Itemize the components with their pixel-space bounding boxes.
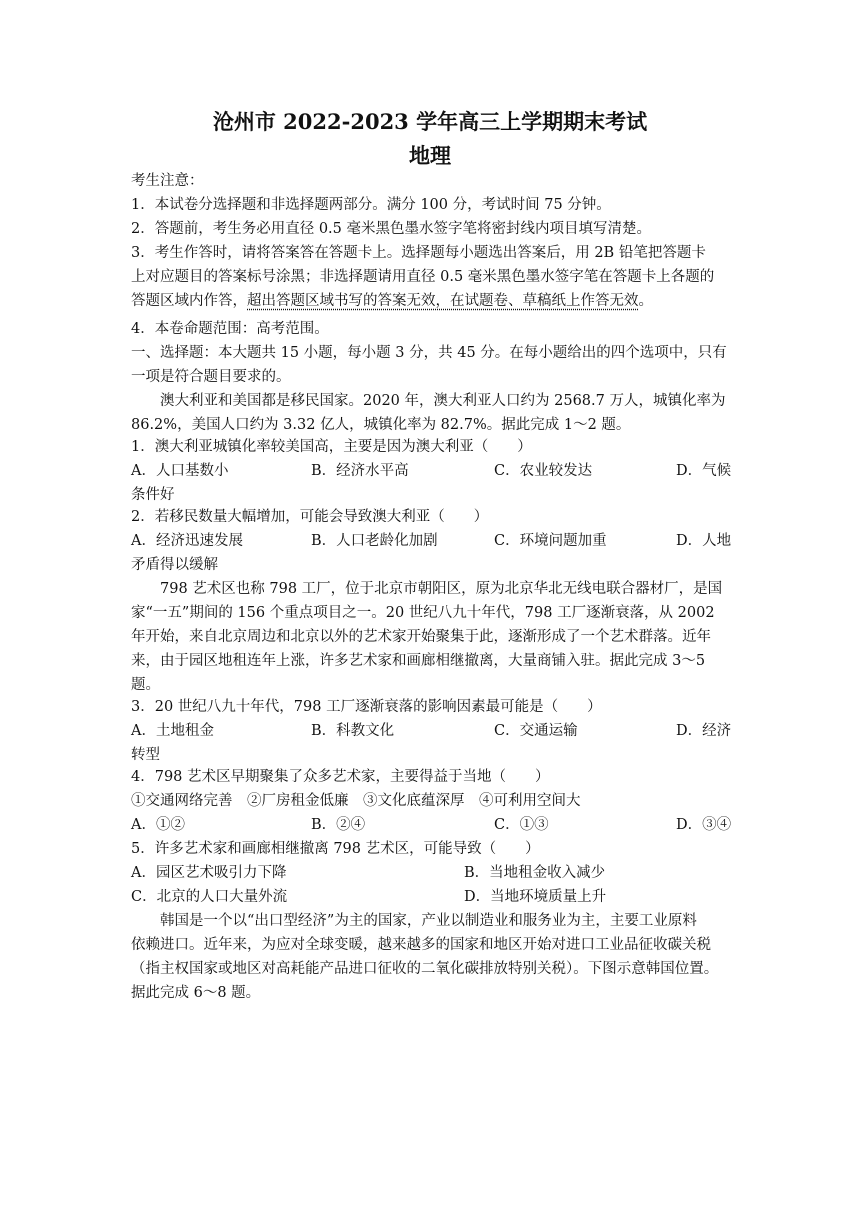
notice-item-3-cont: 上对应题目的答案标号涂黑；非选择题请用直径 0.5 毫米黑色墨水签字笔在答题卡上各题的 — [131, 269, 715, 285]
q3-option-d-cont: 转型 — [131, 747, 160, 763]
exam-title: 沧州市 2022-2023 学年高三上学期期末考试 — [212, 109, 648, 134]
q2-option-b: B．人口老龄化加剧 — [311, 533, 438, 549]
q2-option-d-cont: 矛盾得以缓解 — [131, 557, 218, 573]
q1-options — [131, 460, 731, 482]
q5-stem: 5．许多艺术家和画廊相继撤离 798 艺术区，可能导致（ ） — [131, 841, 540, 857]
notice-item-4: 4．本卷命题范围：高考范围。 — [131, 321, 329, 337]
notice-item-3-lead: 答题区域内作答， — [131, 293, 247, 309]
q4-option-c: C．①③ — [494, 817, 549, 833]
q4-option-a: A．①② — [131, 817, 185, 833]
notice-heading: 考生注意： — [131, 173, 204, 189]
q3-option-d: D．经济 — [676, 723, 732, 739]
q3-options — [131, 720, 731, 742]
q2-option-a: A．经济迅速发展 — [131, 533, 243, 549]
q3-stem: 3．20 世纪八九十年代，798 工厂逐渐衰落的影响因素最可能是（ ） — [131, 699, 602, 715]
q4-stem: 4．798 艺术区早期聚集了众多艺术家，主要得益于当地（ ） — [131, 769, 550, 785]
q5-option-b: B．当地租金收入减少 — [464, 865, 606, 881]
q1-option-c: C．农业较发达 — [494, 463, 593, 479]
notice-emphasis: 超出答题区域书写的答案无效，在试题卷、草稿纸上作答无效 — [247, 293, 639, 309]
q2-option-d: D．人地 — [676, 533, 732, 549]
q5-option-d: D．当地环境质量上升 — [464, 889, 607, 905]
q3-option-a: A．土地租金 — [131, 723, 214, 739]
passage1-line1: 澳大利亚和美国都是移民国家。2020 年，澳大利亚人口约为 2568.7 万人，城镇化率为 — [160, 393, 726, 409]
passage3-line4: 据此完成 6～8 题。 — [131, 985, 261, 1001]
passage3-line2: 依赖进口。近年来，为应对全球变暖，越来越多的国家和地区开始对进口工业品征收碳关税 — [131, 937, 711, 953]
q4-statements: ①交通网络完善 ②厂房租金低廉 ③文化底蕴深厚 ④可利用空间大 — [131, 793, 581, 809]
q3-option-b: B．科教文化 — [311, 723, 395, 739]
q5-option-c: C．北京的人口大量外流 — [131, 889, 288, 905]
q1-option-d-cont: 条件好 — [131, 487, 175, 503]
passage3-line3: （指主权国家或地区对高耗能产品进口征收的二氧化碳排放特别关税）。下图示意韩国位置。 — [131, 961, 719, 977]
subject-title: 地理 — [409, 143, 451, 168]
passage2-line1: 798 艺术区也称 798 工厂，位于北京市朝阳区，原为北京华北无线电联合器材厂，是国 — [160, 581, 723, 597]
q2-stem: 2．若移民数量大幅增加，可能会导致澳大利亚（ ） — [131, 509, 489, 525]
notice-item-3-period: 。 — [638, 293, 653, 309]
q5-option-a: A．园区艺术吸引力下降 — [131, 865, 287, 881]
notice-item-2: 2．答题前，考生务必用直径 0.5 毫米黑色墨水签字笔将密封线内项目填写清楚。 — [131, 221, 652, 237]
passage1-line2: 86.2%，美国人口约为 3.32 亿人，城镇化率为 82.7%。据此完成 1～2 题。 — [131, 417, 631, 433]
passage2-line2: 家“一五”期间的 156 个重点项目之一。20 世纪八九十年代，798 工厂逐渐衰落，从 2002 — [131, 605, 715, 621]
q4-option-d: D．③④ — [676, 817, 732, 833]
q2-option-c: C．环境问题加重 — [494, 533, 607, 549]
q5-options-row1 — [131, 862, 731, 884]
section-intro-2: 一项是符合题目要求的。 — [131, 369, 291, 385]
q4-option-b: B．②④ — [311, 817, 366, 833]
q2-options — [131, 530, 731, 552]
passage2-line4: 来，由于园区地租连年上涨，许多艺术家和画廊相继撤离，大量商铺入驻。据此完成 3～5 — [131, 653, 706, 669]
section-intro-1: 一、选择题：本大题共 15 小题，每小题 3 分，共 45 分。在每小题给出的四个选项中，只有 — [131, 345, 727, 361]
passage2-line3: 年开始，来自北京周边和北京以外的艺术家开始聚集于此，逐渐形成了一个艺术群落。近年 — [131, 629, 711, 645]
passage2-line5: 题。 — [131, 677, 160, 693]
q3-option-c: C．交通运输 — [494, 723, 578, 739]
notice-item-3-end — [131, 290, 731, 312]
q1-stem: 1．澳大利亚城镇化率较美国高，主要是因为澳大利亚（ ） — [131, 439, 532, 455]
q1-option-a: A．人口基数小 — [131, 463, 229, 479]
q4-options — [131, 814, 731, 836]
q1-option-b: B．经济水平高 — [311, 463, 409, 479]
notice-item-3: 3．考生作答时，请将答案答在答题卡上。选择题每小题选出答案后，用 2B 铅笔把答题卡 — [131, 245, 706, 261]
passage3-line1: 韩国是一个以“出口型经济”为主的国家，产业以制造业和服务业为主，主要工业原料 — [160, 913, 697, 929]
q1-option-d: D．气候 — [676, 463, 732, 479]
q5-options-row2 — [131, 886, 731, 908]
notice-item-1: 1．本试卷分选择题和非选择题两部分。满分 100 分，考试时间 75 分钟。 — [131, 197, 611, 213]
